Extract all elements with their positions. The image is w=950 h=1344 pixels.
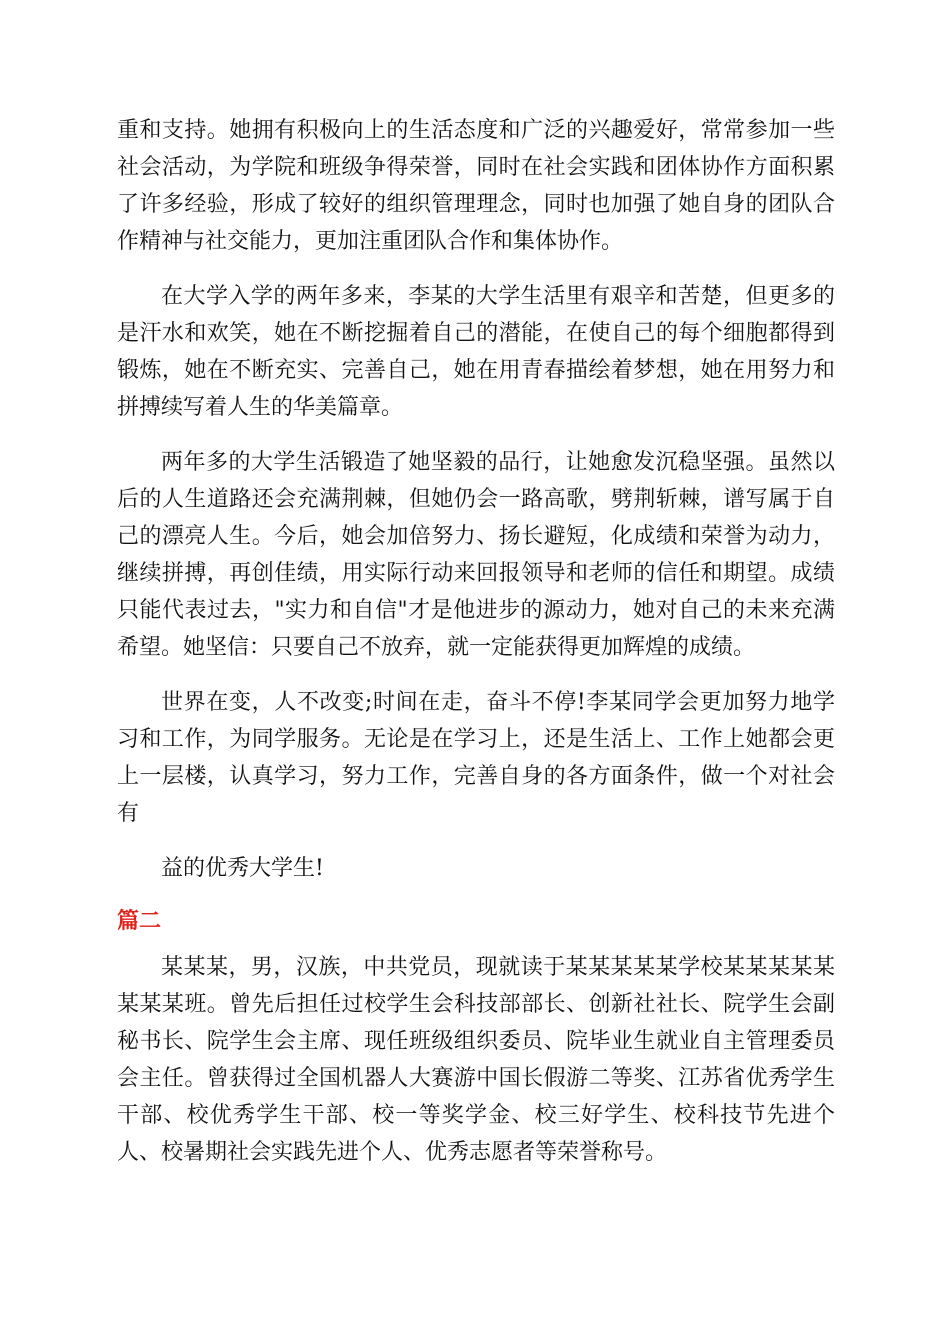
- document-page: [117, 112, 835, 1189]
- paragraph-closing: 益的优秀大学生!: [161, 856, 324, 881]
- paragraph-outlook: 世界在变，人不改变;时间在走，奋斗不停!李某同学会更加努力地学习和工作，为同学服务。无论是在学习上，还是生活上、工作上她都会更上一层楼，认真学习，努力工作，完善自身的各方面条件，做一个对社会有: [117, 690, 835, 826]
- paragraph-character: 两年多的大学生活锻造了她坚毅的品行，让她愈发沉稳坚强。虽然以后的人生道路还会充满荆棘，但她仍会一路高歌，劈荆斩棘，谱写属于自己的漂亮人生。今后，她会加倍努力、扬长避短，化成绩和荣誉为动力，继续拼搏，再创佳绩，用实际行动来回报领导和老师的信任和期望。成绩只能代表过去，"实力和自信"才是他进步的源动力，她对自己的未来充满希望。她坚信：只要自己不放弃，就一定能获得更加辉煌的成绩。: [117, 450, 835, 660]
- section-heading: 篇二: [117, 909, 162, 934]
- paragraph-profile: 某某某，男，汉族，中共党员，现就读于某某某某某学校某某某某某某某某班。曾先后担任过校学生会科技部部长、创新社社长、院学生会副秘书长、院学生会主席、现任班级组织委员、院毕业生就业自主管理委员会主任。曾获得过全国机器人大赛游中国长假游二等奖、江苏省优秀学生干部、校优秀学生干部、校一等奖学金、校三好学生、校科技节先进个人、校暑期社会实践先进个人、优秀志愿者等荣誉称号。: [117, 955, 835, 1165]
- paragraph-continuation: 重和支持。她拥有积极向上的生活态度和广泛的兴趣爱好，常常参加一些社会活动，为学院和班级争得荣誉，同时在社会实践和团体协作方面积累了许多经验，形成了较好的组织管理理念，同时也加强了她自身的团队合作精神与社交能力，更加注重团队合作和集体协作。: [117, 118, 835, 254]
- paragraph-university-life: 在大学入学的两年多来，李某的大学生活里有艰辛和苦楚，但更多的是汗水和欢笑，她在不断挖掘着自己的潜能，在使自己的每个细胞都得到锻炼，她在不断充实、完善自己，她在用青春描绘着梦想，她在用努力和拼搏续写着人生的华美篇章。: [117, 284, 835, 420]
